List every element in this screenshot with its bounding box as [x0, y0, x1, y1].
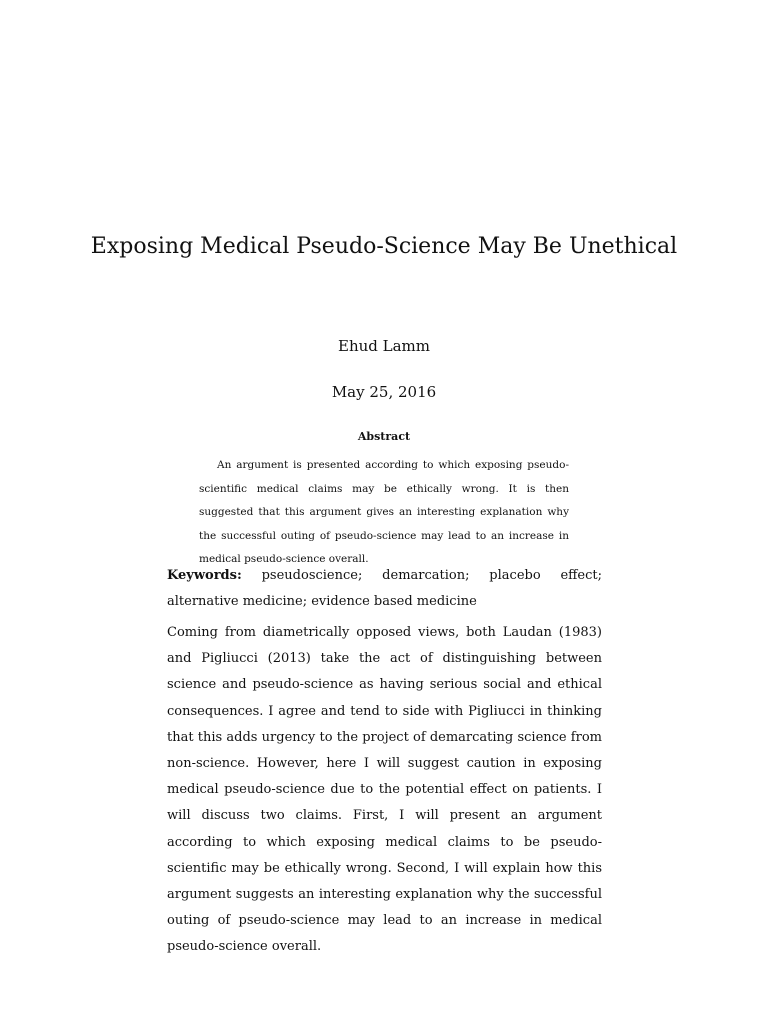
keywords-label: Keywords: [167, 568, 242, 583]
paper-author: Ehud Lamm [338, 337, 430, 355]
keywords-line [167, 563, 602, 615]
paper-date: May 25, 2016 [331, 383, 437, 401]
keywords-text: pseudoscience; demarcation; placebo effect; alternative medicine; evidence based medicine [167, 568, 603, 609]
body-paragraph: Coming from diametrically opposed views, both Laudan (1983) and Pigliucci (2013) take the act of distinguishing between science and pseudo-science as having serious social and ethical consequences. I agree and tend to side with Pigliucci in thinking that this adds urgency to the project of demarcating science from non-science. However, here I will suggest caution in exposing medical pseudo-science due to the potential effect on patients. I will discuss two claims. First, I will present an argument according to which exposing medical claims to be pseudo-scientific may be ethically wrong. Second, I will explain how this argument suggests an interesting explanation why the successful outing of pseudo-science may lead to an increase in medical pseudo-science overall. [167, 625, 602, 955]
paper-title: Exposing Medical Pseudo-Science May Be Unethical [90, 234, 678, 259]
abstract-text: An argument is presented according to which exposing pseudo-scientific medical claims may be ethically wrong. It is then suggested that this argument gives an interesting explanation why the successful outing of pseudo-science may lead to an increase in medical pseudo-science overall. [199, 459, 569, 565]
abstract-heading: Abstract [357, 430, 411, 443]
